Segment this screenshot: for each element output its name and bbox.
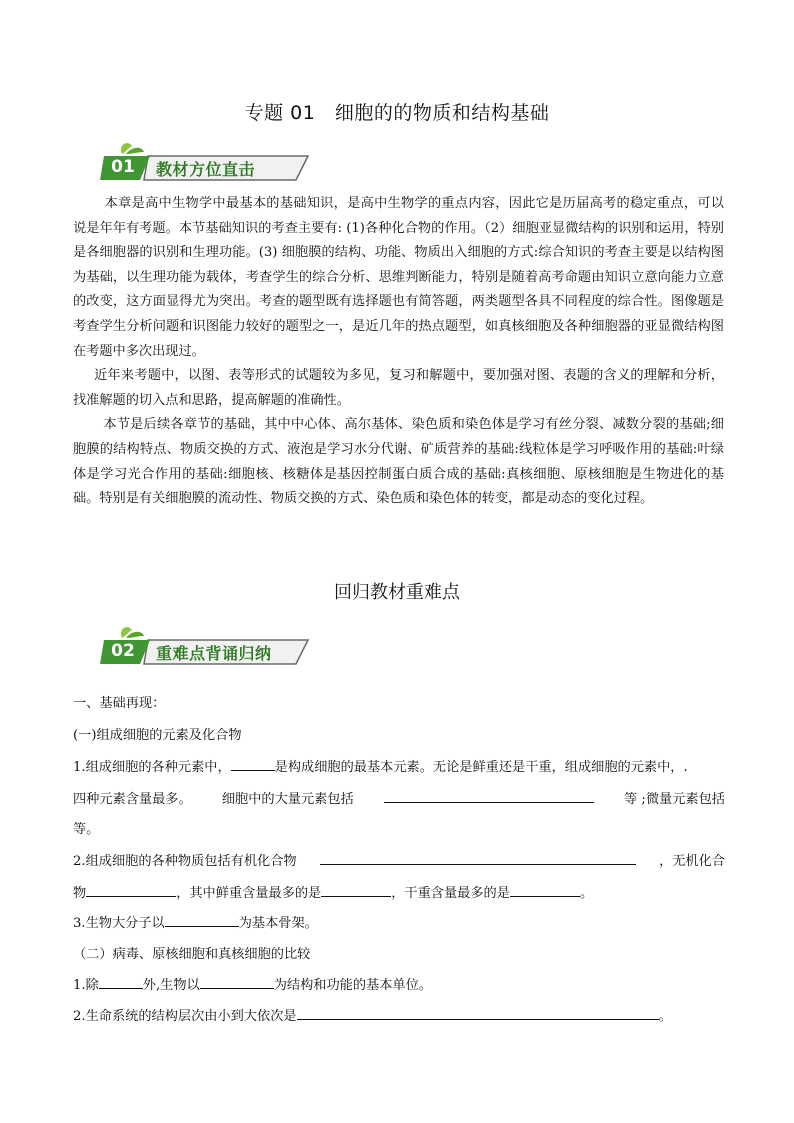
blank-field[interactable]: [231, 756, 275, 771]
question-5: 2.生命系统的结构层次由小到大依次是 。: [73, 1005, 672, 1024]
section-number: 02: [111, 641, 135, 661]
section-title: 重难点背诵归纳: [156, 644, 272, 663]
part-heading: 一、基础再现：: [73, 696, 166, 711]
section-banner-1: [98, 142, 318, 188]
question-1-line-2: 四种元素含量最多。 细胞中的大量元素包括 等 ;微量元素包括: [73, 788, 725, 807]
question-1-line-1: 1.组成细胞的各种元素中， 是构成细胞的最基本元素。无论是鲜重还是干重，组成细胞的元素中，.: [73, 756, 688, 775]
blank-field[interactable]: [86, 882, 176, 897]
intro-paragraph-2: 近年来考题中，以图、表等形式的试题较为多见，复习和解题中，要加强对图、表题的含义的理解和分析，找准解题的切入点和思路，提高解题的准确性。: [73, 368, 724, 408]
section-number: 01: [111, 157, 135, 177]
blank-field[interactable]: [165, 912, 239, 927]
sub-heading-1: (一)组成细胞的元素及化合物: [73, 728, 242, 743]
intro-text: [73, 192, 724, 512]
section-title: 教材方位直击: [156, 160, 256, 179]
intro-paragraph-3: 本节是后续各章节的基础，其中中心体、高尔基体、染色质和染色体是学习有丝分裂、减数分裂的基础;细胞膜的结构特点、物质交换的方式、液泡是学习水分代谢、矿质营养的基础:线粒体是学习呼吸作用的基础:叶绿体是学习光合作用的基础:细胞核、核糖体是基因控制蛋白质合成的基础:真核细胞、原核细胞是生物进化的基础。特别是有关细胞膜的流动性、物质交换的方式、染色质和染色体的转变，都是动态的变化过程。: [73, 417, 724, 507]
question-4: 1.除 外,生物以 为结构和功能的基本单位。: [73, 974, 432, 993]
sub-heading-2: （二）病毒、原核细胞和真核细胞的比较: [73, 947, 311, 962]
question-3: 3.生物大分子以 为基本骨架。: [73, 912, 318, 931]
question-1-line-3: 等。: [73, 822, 100, 837]
intro-paragraph-1: 本章是高中生物学中最基本的基础知识，是高中生物学的重点内容，因此它是历届高考的稳定重点，可以说是年年有考题。本节基础知识的考查主要有: (1)各种化合物的作用。（2）细胞亚显微结构的识别和运用，特别是各细胞器的识别和生理功能。(3) 细胞膜的结构、功能、物质出入细胞的方式:综合知识的考查主要是以结构图为基础，以生理功能为载体，考查学生的综合分析、思维判断能力，特别是随着高考命题由知识立意向能力立意的改变，这方面显得尤为突出。考查的题型既有选择题也有简答题，两类题型各具不同程度的综合性。图像题是考查学生分析问题和识图能力较好的题型之一，是近几年的热点题型，如真核细胞及各种细胞器的亚显微结构图在考题中多次出现过。: [73, 196, 724, 359]
blank-field[interactable]: [99, 974, 143, 989]
blank-field[interactable]: [297, 1005, 659, 1020]
blank-field[interactable]: [384, 788, 594, 803]
page-title: 专题 01 细胞的的物质和结构基础: [244, 102, 550, 124]
blank-field[interactable]: [510, 882, 580, 897]
question-2-line-2: 物 ，其中鲜重含量最多的是 ，干重含量最多的是 。: [73, 882, 593, 901]
blank-field[interactable]: [200, 974, 274, 989]
question-2-line-1: 2.组成细胞的各种物质包括有机化合物 ，无机化合: [73, 850, 725, 869]
blank-field[interactable]: [321, 882, 391, 897]
section-subtitle: 回归教材重难点: [334, 582, 460, 603]
blank-field[interactable]: [320, 850, 636, 865]
section-banner-2: [98, 626, 318, 672]
